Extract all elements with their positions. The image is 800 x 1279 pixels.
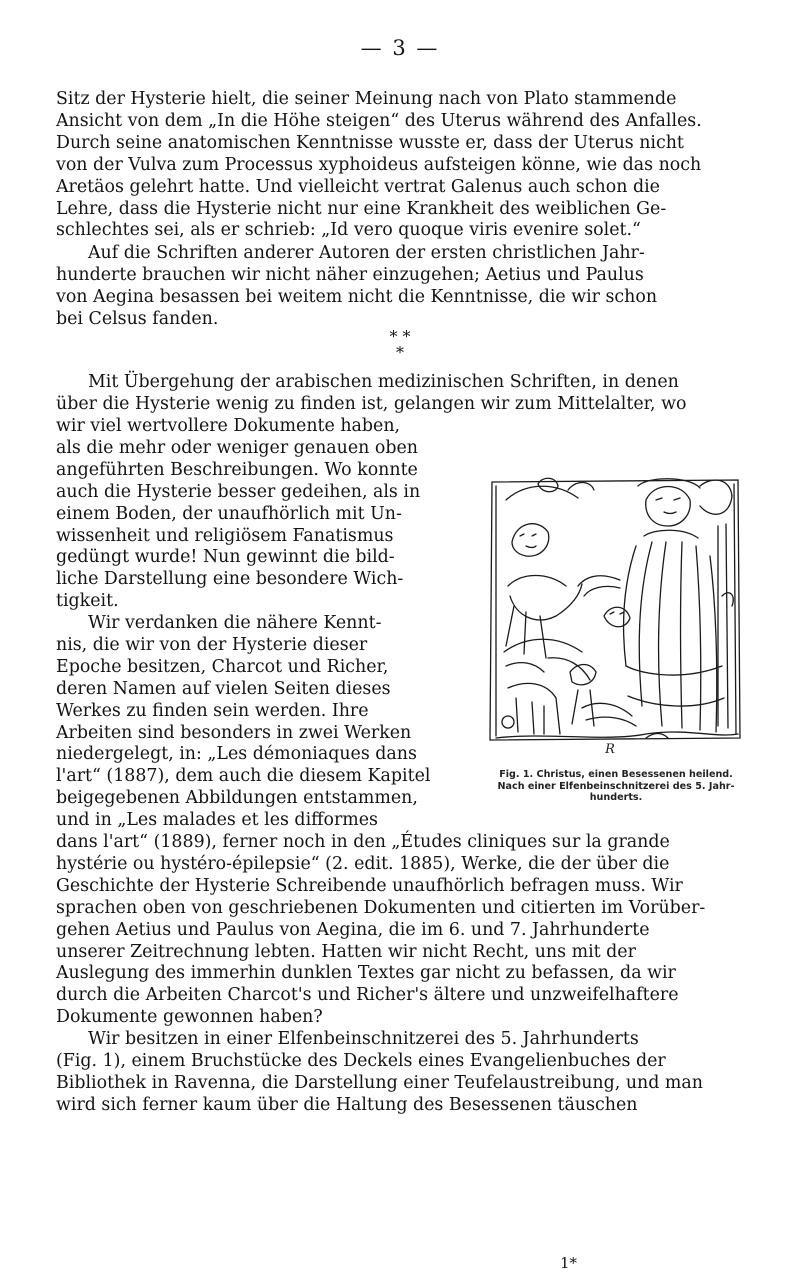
text-line: liche Darstellung eine besondere Wich-	[56, 569, 404, 590]
text-line: schlechtes sei, als er schrieb: „Id vero quoque viris evenire solet.“	[56, 220, 641, 241]
text-line: beigegebenen Abbildungen entstammen,	[56, 788, 418, 809]
text-line: Mit Übergehung der arabischen medizinischen Schriften, in denen	[88, 372, 679, 392]
caption-line: Fig. 1. Christus, einen Besessenen heilend.	[499, 769, 733, 780]
text-line: bei Celsus fanden.	[56, 308, 219, 329]
text-line: und in „Les malades et les difformes	[56, 810, 378, 831]
text-line: von Aegina besassen bei weitem nicht die Kenntnisse, die wir schon	[56, 286, 658, 307]
text-line: hunderte brauchen wir nicht näher einzugehen; Aetius und Paulus	[56, 264, 644, 285]
page-number: — 3 —	[360, 36, 440, 60]
text-line: von der Vulva zum Processus xyphoideus aufsteigen könne, wie das noch	[56, 154, 702, 175]
text-line: deren Namen auf vielen Seiten dieses	[56, 678, 391, 699]
paragraph-galen	[56, 89, 739, 242]
text-line: angeführten Beschreibungen. Wo konnte	[56, 459, 418, 480]
text-line: hystérie ou hystéro-épilepsie“ (2. edit. 1885), Werke, die der über die	[56, 853, 670, 874]
text-line: tigkeit.	[56, 591, 119, 612]
figure-caption	[488, 769, 744, 804]
text-line: sprachen oben von geschriebenen Dokumenten und citierten im Vorüber-	[56, 897, 706, 918]
text-line: als die mehr oder weniger genauen oben	[56, 437, 418, 458]
text-line: unserer Zeitrechnung lebten. Hatten wir nicht Recht, uns mit der	[56, 941, 636, 962]
paragraph-christian-authors	[56, 243, 739, 331]
paragraph-middle-ages-narrow	[56, 416, 468, 613]
ivory-carving-illustration	[486, 476, 744, 756]
text-line: dans l'art“ (1889), ferner noch in den „Études cliniques sur la grande	[56, 832, 670, 852]
text-line: Dokumente gewonnen haben?	[56, 1007, 323, 1028]
text-line: Arbeiten sind besonders in zwei Werken	[56, 722, 412, 743]
text-line: Sitz der Hysterie hielt, die seiner Meinung nach von Plato stammende	[56, 89, 677, 109]
text-line: (Fig. 1), einem Bruchstücke des Deckels eines Evangelienbuches der	[56, 1050, 666, 1071]
text-line: wissenheit und religiösem Fanatismus	[56, 525, 394, 546]
text-line: Wir besitzen in einer Elfenbeinschnitzerei des 5. Jahrhunderts	[88, 1029, 639, 1049]
text-line: auch die Hysterie besser gedeihen, als in	[56, 481, 421, 502]
artist-monogram: R	[605, 742, 615, 756]
paragraph-ivory-carving	[56, 1029, 739, 1117]
text-line: Geschichte der Hysterie Schreibende unaufhörlich befragen muss. Wir	[56, 875, 683, 896]
paragraph-charcot-richer-narrow	[56, 613, 468, 832]
paragraph-middle-ages	[56, 372, 739, 416]
text-line: Ansicht von dem „In die Höhe steigen“ des Uterus während des Anfalles.	[56, 110, 702, 131]
text-line: gedüngt wurde! Nun gewinnt die bild-	[56, 547, 395, 568]
text-line: Auslegung des immerhin dunklen Textes gar nicht zu befassen, da wir	[56, 963, 676, 984]
text-line: Auf die Schriften anderer Autoren der ersten christlichen Jahr-	[88, 243, 645, 263]
section-divider-stars: * *	[389, 327, 411, 346]
text-line: einem Boden, der unaufhörlich mit Un-	[56, 503, 402, 524]
text-line: l'art“ (1887), dem auch die diesem Kapitel	[56, 766, 431, 787]
section-divider-star: *	[396, 343, 404, 362]
caption-line: hunderts.	[589, 792, 643, 803]
text-line: über die Hysterie wenig zu finden ist, gelangen wir zum Mittelalter, wo	[56, 393, 687, 414]
text-line: Werkes zu finden sein werden. Ihre	[56, 700, 369, 721]
caption-line: Nach einer Elfenbeinschnitzerei des 5. Jahr-	[497, 780, 735, 792]
text-line: wird sich ferner kaum über die Haltung des Besessenen täuschen	[56, 1094, 638, 1115]
figure-ivory-carving	[486, 476, 744, 756]
text-line: Aretäos gelehrt hatte. Und vielleicht vertrat Galenus auch schon die	[56, 176, 660, 197]
paragraph-charcot-richer	[56, 832, 739, 1029]
text-line: wir viel wertvollere Dokumente haben,	[56, 416, 401, 436]
text-line: nis, die wir von der Hysterie dieser	[56, 634, 368, 655]
text-line: niedergelegt, in: „Les démoniaques dans	[56, 744, 417, 765]
text-line: Epoche besitzen, Charcot und Richer,	[56, 656, 389, 677]
text-line: durch die Arbeiten Charcot's und Richer's ältere und unzweifelhaftere	[56, 985, 679, 1006]
text-line: Wir verdanken die nähere Kennt-	[88, 613, 382, 633]
text-line: Bibliothek in Ravenna, die Darstellung einer Teufelaustreibung, und man	[56, 1072, 703, 1093]
text-line: gehen Aetius und Paulus von Aegina, die im 6. und 7. Jahrhunderte	[56, 919, 650, 940]
text-line: Durch seine anatomischen Kenntnisse wusste er, dass der Uterus nicht	[56, 132, 684, 153]
signature-mark: 1*	[560, 1254, 578, 1272]
text-line: Lehre, dass die Hysterie nicht nur eine Krankheit des weiblichen Ge-	[56, 198, 667, 219]
